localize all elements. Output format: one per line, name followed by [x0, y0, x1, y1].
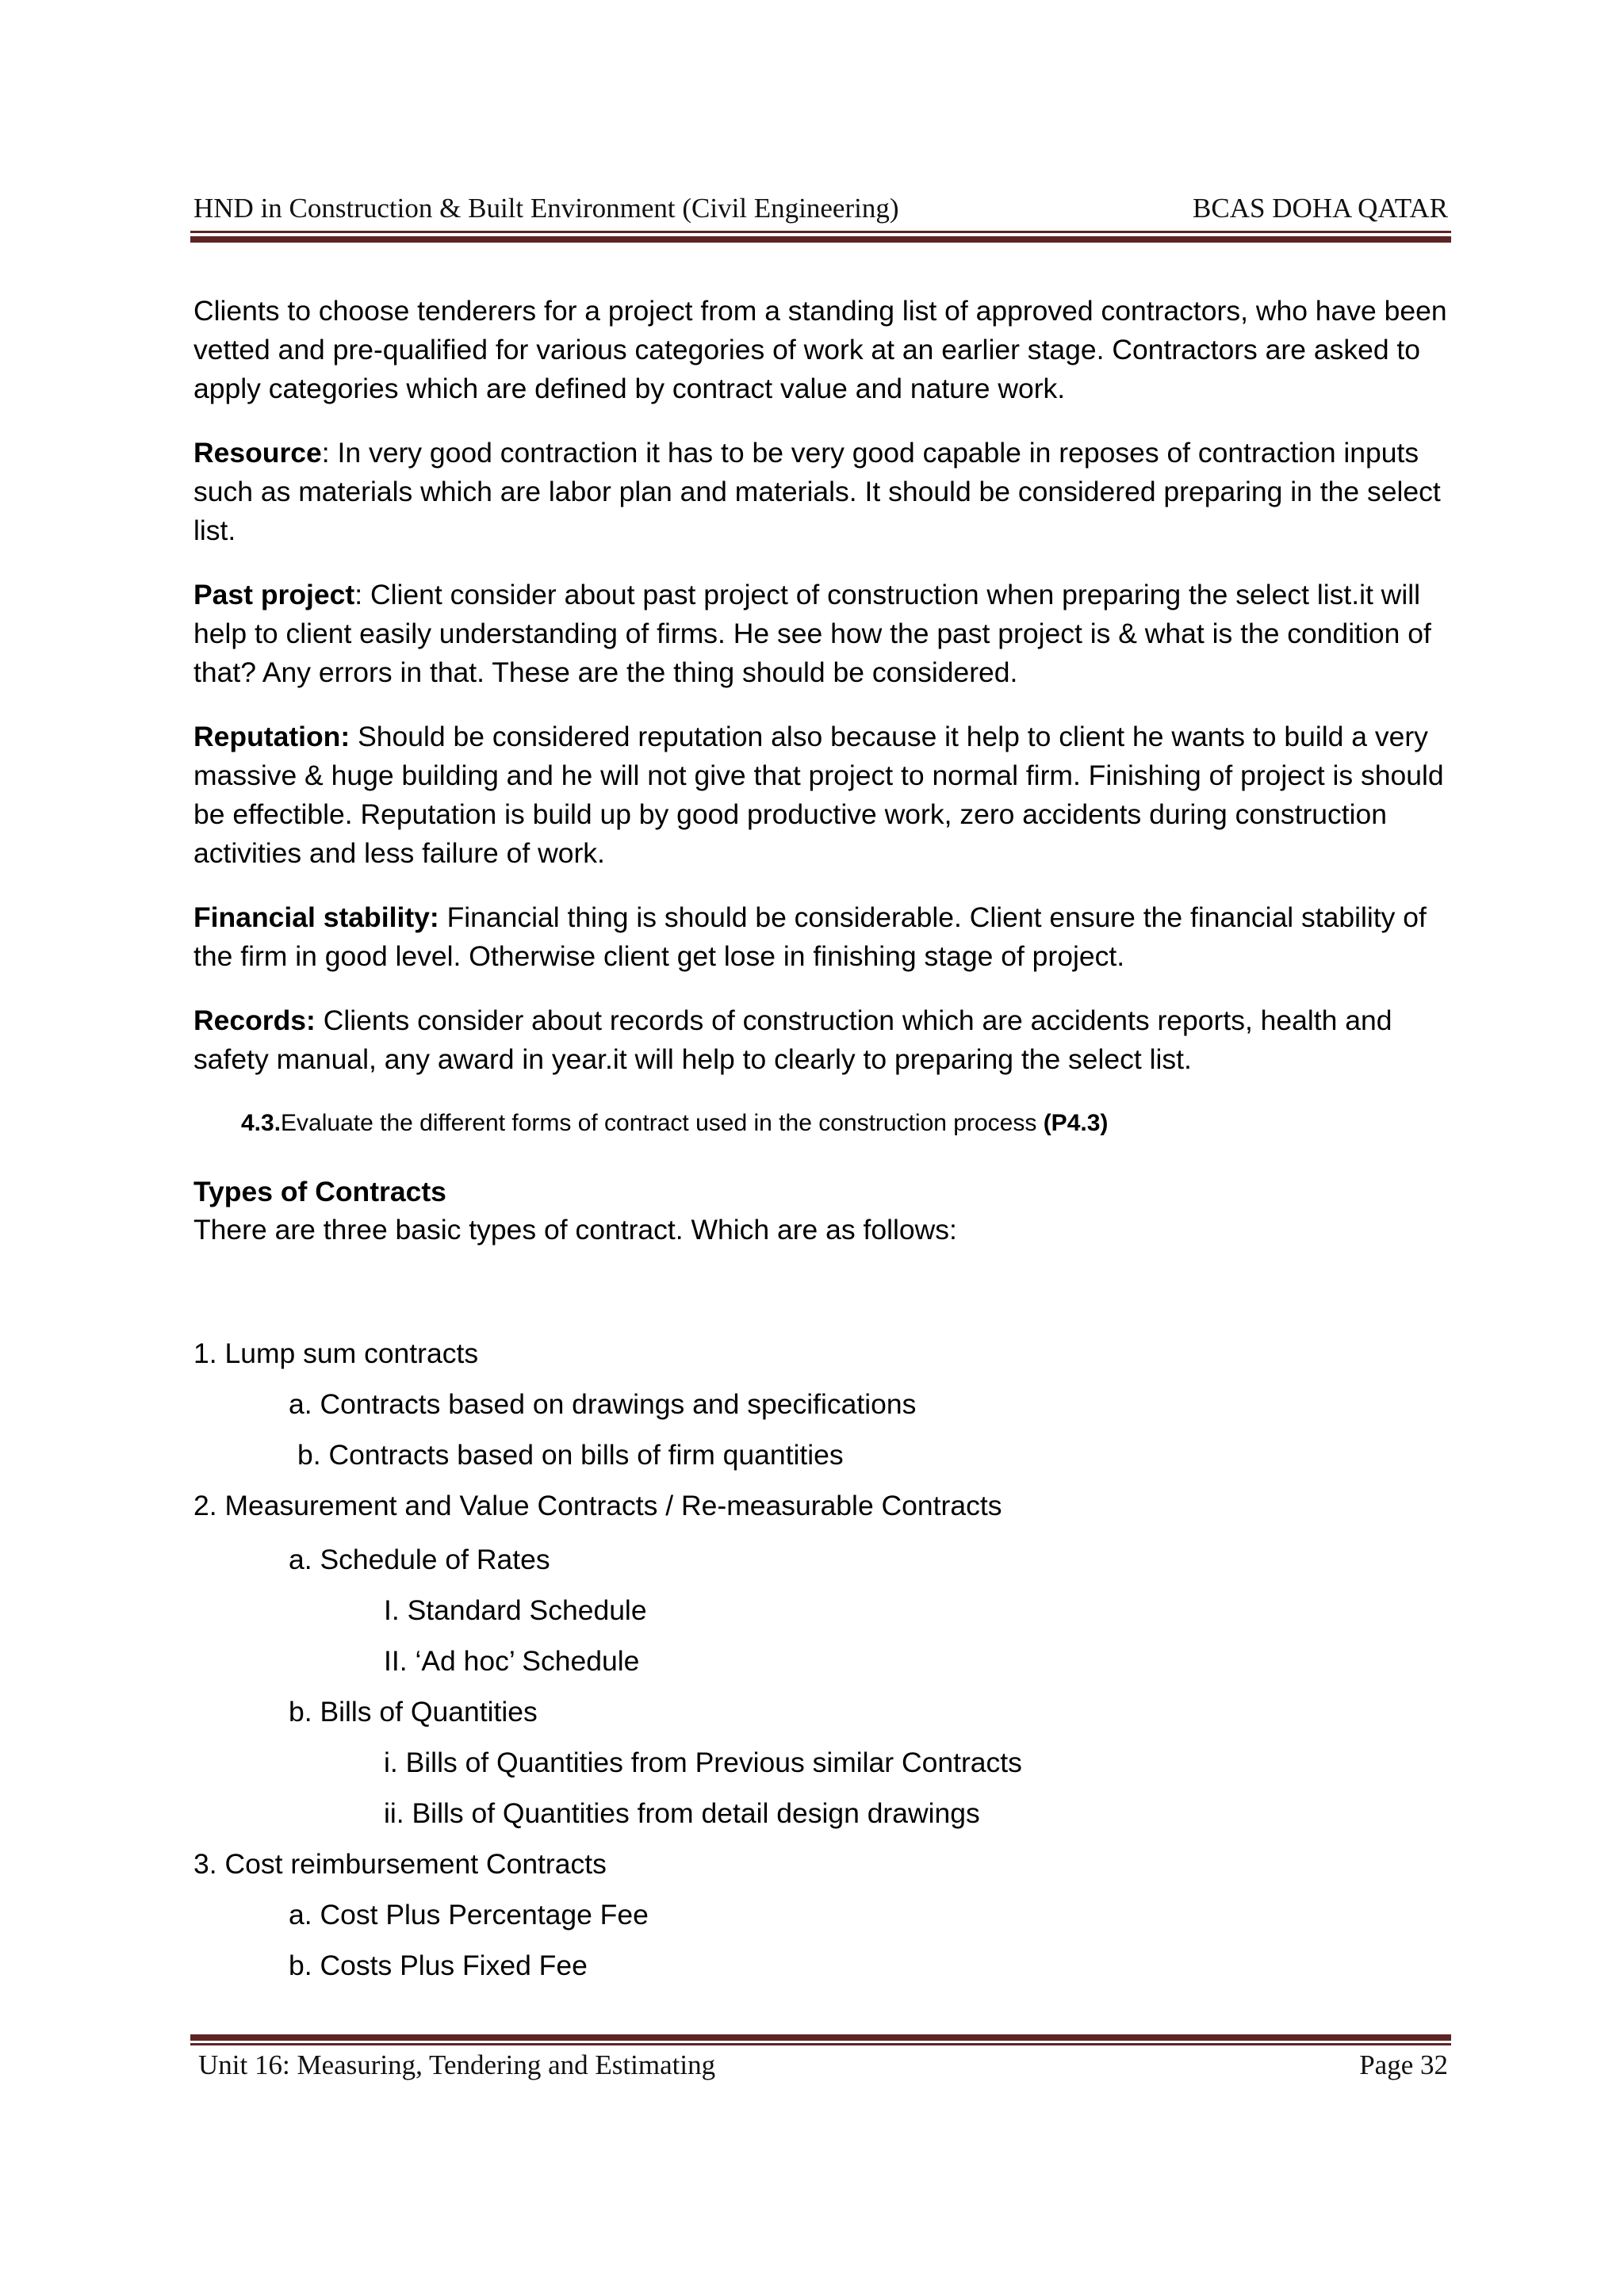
footer-rule-thick: [190, 2034, 1451, 2041]
types-intro: There are three basic types of contract. Which are as follows:: [193, 1214, 957, 1246]
list-item: a. Schedule of Rates: [289, 1544, 550, 1575]
header-rule-thick: [190, 236, 1451, 243]
contract-types-list: [193, 1328, 1454, 1991]
records-paragraph: [193, 1001, 1454, 1079]
header-course-title: HND in Construction & Built Environment (Civil Engineering): [193, 193, 899, 224]
footer-rule-thin: [190, 2043, 1451, 2045]
past-project-paragraph: [193, 576, 1454, 692]
header-rule-thin: [190, 231, 1451, 233]
records-text: Clients consider about records of construction which are accidents reports, health and safety manual, any award in year.it will help to clearly to preparing the select list.: [193, 1004, 1392, 1075]
financial-stability-text: Financial thing is should be considerable. Client ensure the financial stability of the firm in good level. Otherwise client get lose in finishing stage of project.: [193, 901, 1427, 972]
list-item: I. Standard Schedule: [384, 1594, 647, 1626]
intro-paragraph: Clients to choose tenderers for a project from a standing list of approved contractors, who have been vetted and pre-qualified for various categories of work at an earlier stage. Contractors are asked to apply categories which are defined by contract value and nature work.: [193, 295, 1447, 404]
section-heading: [241, 1108, 1454, 1139]
list-item: a. Cost Plus Percentage Fee: [289, 1899, 649, 1931]
past-project-text: : Client consider about past project of construction when preparing the select list.it will help to client easily understanding of firms. He see how the past project is & what is the condition of that? Any errors in that. These are the thing should be considered.: [193, 579, 1431, 688]
records-label: Records:: [193, 1004, 316, 1036]
list-item: a. Contracts based on drawings and specifications: [289, 1388, 917, 1420]
list-item: ii. Bills of Quantities from detail design drawings: [384, 1797, 980, 1829]
financial-stability-paragraph: [193, 898, 1454, 976]
header-institution: BCAS DOHA QATAR: [1193, 193, 1448, 224]
list-item: b. Costs Plus Fixed Fee: [289, 1950, 588, 1981]
financial-stability-label: Financial stability:: [193, 901, 439, 933]
reputation-paragraph: [193, 718, 1454, 873]
resource-text: : In very good contraction it has to be very good capable in reposes of contraction inputs such as materials which are labor plan and materials. It should be considered preparing in the select list.: [193, 437, 1441, 546]
list-item: II. ‘Ad hoc’ Schedule: [384, 1645, 640, 1677]
footer-unit-title: Unit 16: Measuring, Tendering and Estimating: [198, 2049, 716, 2080]
resource-paragraph: [193, 434, 1454, 550]
section-number: 4.3.: [241, 1110, 282, 1136]
list-item: b. Contracts based on bills of firm quantities: [297, 1439, 844, 1471]
page-number: Page 32: [1359, 2049, 1448, 2080]
list-item: i. Bills of Quantities from Previous similar Contracts: [384, 1747, 1022, 1778]
list-item: 1. Lump sum contracts: [193, 1337, 479, 1369]
list-item: b. Bills of Quantities: [289, 1696, 538, 1728]
past-project-label: Past project: [193, 579, 355, 610]
list-item: 3. Cost reimbursement Contracts: [193, 1848, 607, 1880]
resource-label: Resource: [193, 437, 322, 469]
page-body: [193, 292, 1454, 1991]
reputation-label: Reputation:: [193, 721, 350, 752]
list-item: 2. Measurement and Value Contracts / Re-measurable Contracts: [193, 1490, 1002, 1521]
section-title: Evaluate the different forms of contract used in the construction process: [281, 1110, 1044, 1136]
page-header: [193, 193, 1448, 232]
reputation-text: Should be considered reputation also because it help to client he wants to build a very massive & huge building and he will not give that project to normal firm. Finishing of project is should be effectible. Reputation is build up by good productive work, zero accidents during construction activities and less failure of work.: [193, 721, 1444, 869]
section-ref: (P4.3): [1043, 1110, 1109, 1136]
types-heading: Types of Contracts: [193, 1176, 446, 1207]
